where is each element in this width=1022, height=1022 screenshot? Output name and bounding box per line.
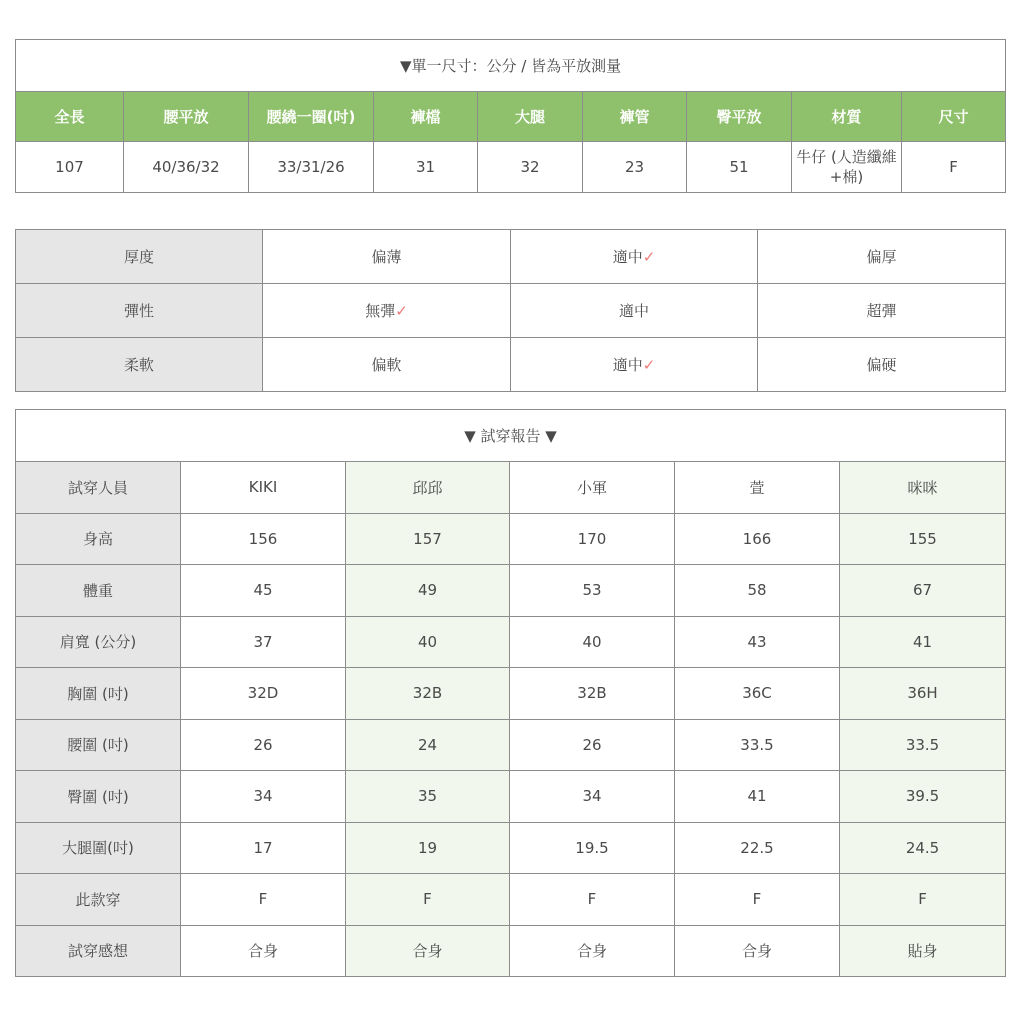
feel-option [758,230,1006,284]
try-on-row-label: 腰圍 (吋) [16,719,181,771]
feel-row [16,230,1006,284]
try-on-cell: 67 [840,565,1006,617]
try-on-row-label: 肩寬 (公分) [16,616,181,668]
size-header-hip-flat: 臀平放 [687,92,792,142]
try-on-cell: 157 [346,513,510,565]
try-on-cell: 36C [675,668,840,720]
try-on-row [16,565,1006,617]
try-on-cell: 33.5 [840,719,1006,771]
try-on-cell: 19.5 [510,822,675,874]
size-header-leg-opening: 褲管 [583,92,687,142]
tester-name: 咪咪 [840,462,1006,514]
try-on-cell: F [510,874,675,926]
try-on-cell: 24.5 [840,822,1006,874]
tester-name: 小軍 [510,462,675,514]
size-value-material: 牛仔 (人造纖維+棉) [792,142,902,193]
try-on-cell: 43 [675,616,840,668]
try-on-row-label: 臀圍 (吋) [16,771,181,823]
feel-option-label: 偏軟 [371,356,402,374]
try-on-row-label: 胸圍 (吋) [16,668,181,720]
try-on-report-table [15,409,1006,977]
try-on-cell: F [675,874,840,926]
try-on-cell: 17 [181,822,346,874]
try-on-cell: 19 [346,822,510,874]
try-on-cell: 155 [840,513,1006,565]
tester-name: 萱 [675,462,840,514]
try-on-cell: 34 [181,771,346,823]
try-on-row [16,925,1006,977]
try-on-cell: 貼身 [840,925,1006,977]
size-header-waist-flat: 腰平放 [124,92,249,142]
feel-option [263,284,511,338]
try-on-row [16,513,1006,565]
size-value-rise: 31 [374,142,478,193]
try-on-row-label: 大腿圍(吋) [16,822,181,874]
try-on-cell: 36H [840,668,1006,720]
try-on-cell: 35 [346,771,510,823]
size-header-length: 全長 [16,92,124,142]
feel-option [511,230,758,284]
size-value-hip-flat: 51 [687,142,792,193]
try-on-cell: 53 [510,565,675,617]
try-on-cell: 合身 [181,925,346,977]
feel-row [16,338,1006,392]
try-on-cell: 合身 [675,925,840,977]
size-header-rise: 褲檔 [374,92,478,142]
feel-option-label: 適中 [612,248,643,266]
try-on-cell: 39.5 [840,771,1006,823]
try-on-cell: 41 [675,771,840,823]
size-table [15,39,1006,193]
feel-label: 柔軟 [16,338,263,392]
size-header-waist-around: 腰繞一圈(吋) [249,92,374,142]
try-on-cell: 34 [510,771,675,823]
tester-name: KIKI [181,462,346,514]
try-on-row [16,668,1006,720]
try-on-row-label: 此款穿 [16,874,181,926]
try-on-cell: F [181,874,346,926]
try-on-cell: 26 [510,719,675,771]
try-on-cell: 156 [181,513,346,565]
feel-option [511,338,758,392]
feel-option-label: 偏硬 [866,356,897,374]
try-on-header-row [16,462,1006,514]
feel-option [263,338,511,392]
feel-label: 厚度 [16,230,263,284]
size-header-thigh: 大腿 [478,92,583,142]
try-on-cell: 32D [181,668,346,720]
feel-label: 彈性 [16,284,263,338]
feel-option-label: 無彈 [365,302,396,320]
try-on-row [16,822,1006,874]
size-value-leg-opening: 23 [583,142,687,193]
feel-option-label: 適中 [618,302,649,320]
size-value-waist-around: 33/31/26 [249,142,374,193]
try-on-cell: F [346,874,510,926]
checkmark-icon: ✓ [395,302,408,320]
try-on-cell: 40 [346,616,510,668]
try-on-cell: 40 [510,616,675,668]
size-value-size: F [902,142,1006,193]
checkmark-icon: ✓ [642,248,656,266]
try-on-header-label: 試穿人員 [16,462,181,514]
try-on-row [16,616,1006,668]
try-on-row [16,771,1006,823]
try-on-cell: 24 [346,719,510,771]
try-on-row-label: 身高 [16,513,181,565]
try-on-cell: 37 [181,616,346,668]
try-on-cell: 170 [510,513,675,565]
try-on-row-label: 試穿感想 [16,925,181,977]
try-on-row [16,719,1006,771]
tester-name: 邱邱 [346,462,510,514]
feel-option-label: 適中 [612,356,643,374]
size-value-thigh: 32 [478,142,583,193]
try-on-cell: 45 [181,565,346,617]
try-on-cell: 合身 [346,925,510,977]
try-on-cell: 32B [346,668,510,720]
feel-option-label: 偏薄 [371,248,402,266]
size-header-size: 尺寸 [902,92,1006,142]
try-on-cell: 合身 [510,925,675,977]
size-value-waist-flat: 40/36/32 [124,142,249,193]
try-on-cell: 33.5 [675,719,840,771]
try-on-caption: ▼ 試穿報告 ▼ [16,410,1006,462]
feel-option [511,284,758,338]
feel-option [263,230,511,284]
try-on-cell: 49 [346,565,510,617]
size-value-length: 107 [16,142,124,193]
checkmark-icon: ✓ [642,356,656,374]
feel-row [16,284,1006,338]
size-table-caption: ▼單一尺寸：公分 / 皆為平放測量 [16,40,1006,92]
try-on-row [16,874,1006,926]
try-on-cell: 22.5 [675,822,840,874]
try-on-cell: 41 [840,616,1006,668]
feel-option [758,338,1006,392]
feel-option-label: 超彈 [866,302,897,320]
feel-option-label: 偏厚 [866,248,897,266]
try-on-row-label: 體重 [16,565,181,617]
try-on-cell: 32B [510,668,675,720]
try-on-cell: 58 [675,565,840,617]
try-on-cell: 166 [675,513,840,565]
try-on-cell: F [840,874,1006,926]
feel-option [758,284,1006,338]
try-on-cell: 26 [181,719,346,771]
size-header-material: 材質 [792,92,902,142]
fabric-feel-table [15,229,1006,392]
